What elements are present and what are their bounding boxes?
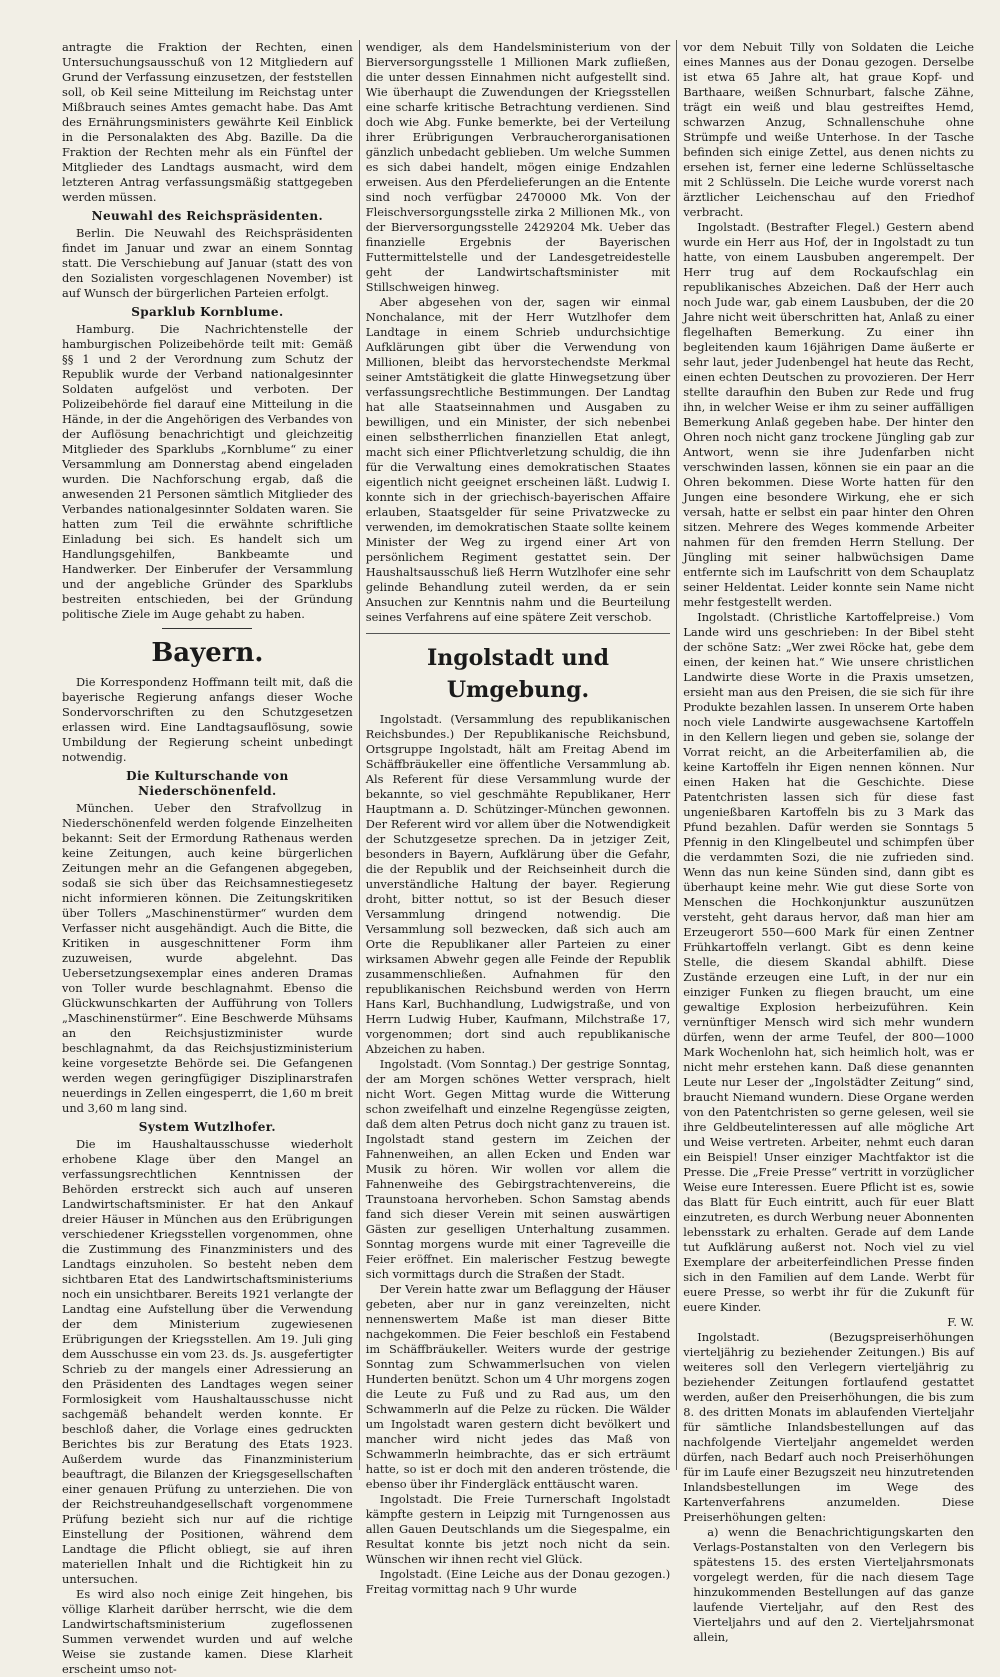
article-heading: Sparklub Kornblume.	[131, 305, 284, 319]
divider	[162, 628, 252, 629]
section-heading: Bayern.	[151, 638, 264, 668]
article-text: antragte die Fraktion der Rechten, einen Untersuchungsausschuß von 12 Mitgliedern auf Grund der Verfassung einzusetzen, der feststellen soll, ob Keil seine Mitteilung im Reichstag unter Mißbrauch seines Amtes gemacht habe. Das Amt des Ernährungsministers gewährte Keil Einblick in die Personalakten des Abg. Bazille. Da die Fraktion der Rechten mehr als ein Fünftel der Mitglieder des Landtags ausmacht, wird dem letzteren Antrag verfassungsmäßig stattgegeben werden müssen.	[62, 40, 353, 204]
section-heading: Ingolstadt und Umgebung.	[366, 633, 671, 706]
article-heading: System Wutzlhofer.	[138, 1120, 276, 1134]
article-text: München. Ueber den Strafvollzug in Niederschönenfeld werden folgende Einzelheiten bekannt: Seit der Ermordung Rathenaus werden keine Zeitungen, auch keine bürgerlichen Zeitungen mehr an die Gefangenen abgegeben, sodaß sie sich über das Reichsamnestiegesetz nicht informieren können. Die Zeitungskritiken über Tollers „Maschinenstürmer“ wurden dem Verfasser nicht ausgehändigt. Auch die Bitte, die Kritiken in ausgeschnittener Form ihm zuzuweisen, wurde abgelehnt. Das Uebersetzungsexemplar eines anderen Dramas von Toller wurde beschlagnahmt. Ebenso die Glückwunschkarten der Aufführung von Tollers „Maschinenstürmer“. Eine Beschwerde Mühsams an den Reichsjustizminister wurde beschlagnahmt, da das Reichsjustizministerium keine vorgesetzte Behörde sei. Die Gefangenen werden wegen geringfügiger Disziplinarstrafen neuerdings in Zellen eingesperrt, die 1,60 m breit und 3,60 m lang sind.	[62, 801, 353, 1115]
article-text: Ingolstadt. (Vom Sonntag.) Der gestrige Sonntag, der am Morgen schönes Wetter versprach, hielt nicht Wort. Gegen Mittag wurde die Witterung schon zweifelhaft und einzelne Regengüsse zeigten, daß dem alten Petrus doch nicht ganz zu trauen ist. Ingolstadt stand gestern im Zeichen der Fahnenweihen, an allen Ecken und Enden war Musik zu hören. Wir wollen vor allem die Fahnenweihe des Gebirgstrachtenvereins, die Traunstoana hervorheben. Schon Samstag abends fand sich dieser Verein mit seinen auswärtigen Gästen zur geselligen Unterhaltung zusammen. Sonntag morgens wurde mit einer Tagreveille die Feier eröffnet. Ein malerischer Festzug bewegte sich vormittags durch die Straßen der Stadt.	[365, 1057, 671, 1281]
article-text: Ingolstadt. (Versammlung des republikanischen Reichsbundes.) Der Republikanische Reichsbund, Ortsgruppe Ingolstadt, hält am Freitag Abend im Schäffbräukeller eine öffentliche Versammlung ab. Als Referent für diese Versammlung wurde der bekannte, so viel geschmähte Republikaner, Herr Hauptmann a. D. Schützinger-München gewonnen. Der Referent wird vor allem über die Notwendigkeit der Schutzgesetze sprechen. Da in jetziger Zeit, besonders in Bayern, Aufklärung über die Gefahr, die der Republik und der Reichseinheit durch die unverständliche Haltung der bayer. Regierung droht, bitter nottut, so ist der Besuch dieser Versammlung dringend notwendig. Die Versammlung soll bezwecken, daß sich auch am Orte die Republikaner aller Parteien zu einer wirksamen Abwehr gegen alle Feinde der Republik zusammenschließen. Aufnahmen für den republikanischen Reichsbund werden von Herrn Hans Karl, Buchhandlung, Ludwigstraße, und von Herrn Ludwig Huber, Kaufmann, Milchstraße 17, vorgenommen; dort sind auch republikanische Abzeichen zu haben.	[365, 712, 671, 1056]
article-text: Berlin. Die Neuwahl des Reichspräsidenten findet im Januar und zwar an einem Sonntag statt. Die Verschiebung auf Januar (statt des von den Sozialisten vorgeschlagenen November) ist auf Wunsch der bürgerlichen Parteien erfolgt.	[62, 226, 353, 300]
article-text: Der Verein hatte zwar um Beflaggung der Häuser gebeten, aber nur in ganz vereinzelten, nicht nennenswertem Maße ist man dieser Bitte nachgekommen. Die Feier beschloß ein Festabend im Schäffbräukeller. Weiters wurde der gestrige Sonntag zum Schwammerlsuchen von vielen Hunderten benützt. Schon um 4 Uhr morgens zogen die Leute zu Fuß und zu Rad aus, um den Schwammerln auf die Pelze zu rücken. Die Wälder um Ingolstadt waren gestern dicht bevölkert und mancher wird nicht jedes das Maß von Schwammerln heimbrachte, das er sich erträumt hatte, so ist er doch mit den anderen tröstende, die ebenso über ihr Findergläck enttäuscht waren.	[365, 1282, 671, 1491]
article-text: Ingolstadt. (Eine Leiche aus der Donau gezogen.) Freitag vormittag nach 9 Uhr wurde	[365, 1567, 671, 1596]
article-heading: Neuwahl des Reichspräsidenten.	[91, 209, 324, 223]
article-text: Ingolstadt. (Christliche Kartoffelpreise.) Vom Lande wird uns geschrieben: In der Bibel steht der schöne Satz: „Wer zwei Röcke hat, gebe dem einen, der keinen hat.“ Wie unsere christlichen Landwirte diese Worte in die Praxis umsetzen, ersieht man aus den Preisen, die sie sich für ihre Produkte bezahlen lassen. In unserem Orte haben noch viele Landwirte ausgewachsene Kartoffeln in den Kellern liegen und geben sie, solange der Vorrat reicht, an die Arbeiterfamilien ab, die keine Kartoffeln ihr Eigen nennen können. Nur einen Haken hat die Geschichte. Diese Patentchristen lassen sich für diese fast ungenießbaren Kartoffeln bis zu 3 Mark das Pfund bezahlen. Dafür werden sie Sonntags 5 Pfennig in den Klingelbeutel und schimpfen über die verdammten Sozi, die nie zufrieden sind. Wenn das nun keine Sünden sind, dann gibt es überhaupt keine mehr. Wie gut diese Sorte von Menschen die Hochkonjunktur auszunützen versteht, geht daraus hervor, daß man hier am Erzeugerort 550—600 Mark für einen Zentner Frühkartoffeln verlangt. Gibt es denn keine Stelle, die diesem Skandal abhilft. Diese Zustände erzeugen eine Luft, in der nur ein einziger Funken zu fliegen braucht, um eine gewaltige Explosion herbeizuführen. Kein vernünftiger Mensch wird sich mehr wundern dürfen, wenn der arme Teufel, der 800—1000 Mark Wochenlohn hat, sich heimlich holt, was er nicht mehr erstehen kann. Daß diese genannten Leute nur Leser der „Ingolstädter Zeitung“ sind, braucht Niemand wundern. Diese Organe werden von den Patentchristen so gerne gelesen, weil sie ihre Geldbeutelinteressen auf alle mögliche Art und Weise vertreten. Arbeiter, nehmt euch daran ein Beispiel! Unser einziger Machtfaktor ist die Presse. Die „Freie Presse“ vertritt in vorzüglicher Weise eure Interessen. Euere Pflicht ist es, sowie das Blatt für Euch eintritt, auch für euer Blatt einzutreten, es durch Werbung neuer Abonnenten lebensstark zu erhalten. Gerade auf dem Lande tut Aufklärung außerst not. Noch viel zu viel Exemplare der arbeiterfeindlichen Presse finden sich in den Familien auf dem Lande. Werbt für euere Presse, so werbt ihr für die Zukunft für euere Kinder.	[683, 610, 974, 1314]
article-text: Hamburg. Die Nachrichtenstelle der hamburgischen Polizeibehörde teilt mit: Gemäß §§ 1 und 2 der Verordnung zum Schutz der Republik wurde der Verband nationalgesinnter Soldaten aufgelöst und verboten. Der Polizeibehörde fiel darauf eine Mitteilung in die Hände, in der die Angehörigen des Verbandes von der Auflösung benachrichtigt und gleichzeitig Mitglieder des Sparklubs „Kornblume“ zu einer Versammlung am Donnerstag abend eingeladen wurden. Die Nachforschung ergab, daß die anwesenden 21 Personen sämtlich Mitglieder des Verbandes nationalgesinnter Soldaten waren. Sie hatten zum Teil die erwähnte schriftliche Einladung bei sich. Es handelt sich um Handlungsgehilfen, Bankbeamte und Handwerker. Der Einberufer der Versammlung und der angebliche Gründer des Sparklubs bestreiten entschieden, bei der Gründung politische Ziele im Auge gehabt zu haben.	[62, 322, 353, 621]
article-text: wendiger, als dem Handelsministerium von der Bierversorgungsstelle 1 Millionen Mark zufließen, die unter dessen Einnahmen nicht aufgestellt sind. Wie überhaupt die Zuwendungen der Kriegsstellen eine scharfe kritische Betrachtung verdienen. Sind doch wie Abg. Funke bemerkte, bei der Verteilung ihrer Erübrigungen Verbraucherorganisationen gänzlich unbedacht geblieben. Um welche Summen es sich dabei handelt, mögen einige Endzahlen erweisen. Aus den Pferdelieferungen an die Entente sind noch verfügbar 2470000 Mk. Von der Fleischversorgungsstelle zirka 2 Millionen Mk., von der Bierversorgungsstelle 2429204 Mk. Ueber das finanzielle Ergebnis der Bayerischen Futtermittelstelle und der Landesgetreidestelle geht der Landwirtschaftsminister mit Stillschweigen hinweg.	[365, 40, 671, 294]
column-layout	[56, 40, 980, 1676]
article-text: Ingolstadt. (Bestrafter Flegel.) Gestern abend wurde ein Herr aus Hof, der in Ingolstadt zu tun hatte, von einem Lausbuben angerempelt. Der Herr trug auf dem Rockaufschlag ein republikanisches Abzeichen. Daß der Herr auch noch Jude war, gab einem Lausbuben, der die 20 Jahre nicht weit überschritten hat, Anlaß zu einer flegelhaften Bemerkung. Zu einer ihn begleitenden kaum 16jährigen Dame äußerte er sehr laut, jeder Judenbengel hat heute das Recht, einen echten Deutschen zu provozieren. Der Herr stellte daraufhin den Buben zur Rede und frug ihn, in welcher Weise er ihm zu seiner auffälligen Bemerkung Anlaß gegeben habe. Der hinter den Ohren noch nicht ganz trockene Jüngling gab zur Antwort, wenn sie ihre Judenfarben nicht verschwinden lassen, können sie ein paar an die Ohren bekommen. Diese Worte hatten für den Jungen eine besondere Wirkung, ehe er sich versah, hatte er selbst ein paar hinter den Ohren sitzen. Mehrere des Weges kommende Arbeiter nahmen für den fremden Herrn Stellung. Der Jüngling mit seiner halbwüchsigen Dame entfernte sich im Laufschritt von dem Schauplatz seiner Heldentat. Leider konnte sein Name nicht mehr festgestellt werden.	[683, 220, 974, 609]
article-list-item: a) wenn die Benachrichtigungskarten den Verlags-Postanstalten von den Verlegern bis spätestens 15. des ersten Vierteljahrsmonats vorgelegt werden, für die nach diesem Tage hinzukommenden Bestellungen auf das ganze laufende Vierteljahr, auf den Rest des Vierteljahrs und auf den 2. Vierteljahrsmonat allein,	[693, 1525, 974, 1644]
article-text: Aber abgesehen von der, sagen wir einmal Nonchalance, mit der Herr Wutzlhofer dem Landtage in einem Schrieb undurchsichtige Aufklärungen gibt über die Verwendung von Millionen, bleibt das hervorstechendste Merkmal seiner Amtstätigkeit die glatte Hinwegsetzung über verfassungsrechtliche Bestimmungen. Der Landtag hat alle Staatseinnahmen und Ausgaben zu bewilligen, und ein Minister, der sich nebenbei einen selbstherrlichen finanziellen Etat anlegt, macht sich einer Pflichtverletzung schuldig, die ihn für die Verwaltung eines demokratischen Staates eigentlich nicht geeignet erscheinen läßt. Ludwig I. konnte sich in der griechisch-bayerischen Affaire erlauben, Staatsgelder für seine Privatzwecke zu verwenden, im demokratischen Staate sollte keinem Minister der Weg zu irgend einer Art von persönlichem Regiment gestattet sein. Der Haushaltsausschuß ließ Herrn Wutzlhofer eine sehr gelinde Behandlung zuteil werden, da er sein Ansuchen zur Kenntnis nahm und die Beurteilung seines Verfahrens auf eine spätere Zeit verschob.	[365, 295, 671, 624]
middle-column	[359, 40, 678, 1596]
article-text: Es wird also noch einige Zeit hingehen, bis völlige Klarheit darüber herrscht, wie die dem Landwirtschaftsministerium zugeflossenen Summen verwendet wurden und auf welche Weise sie zustande kamen. Diese Klarheit erscheint umso not-	[62, 1587, 353, 1676]
article-text: Die Korrespondenz Hoffmann teilt mit, daß die bayerische Regierung anfangs dieser Woche Sondervorschriften zu den Schutzgesetzen erlassen wird. Eine Landtagsauflösung, sowie Umbildung der Regierung scheint unbedingt notwendig.	[62, 675, 353, 764]
article-heading: Die Kulturschande von Niederschönenfeld.	[126, 769, 289, 798]
article-text: Ingolstadt. (Bezugspreiserhöhungen vierteljährig zu beziehender Zeitungen.) Bis auf weiteres soll den Verlegern vierteljährig zu beziehender Zeitungen fortlaufend gestattet werden, außer den Preiserhöhungen, die bis zum 8. des dritten Monats im ablaufenden Vierteljahr für sämtliche Inlandsbestellungen auf das nachfolgende Vierteljahr angemeldet werden dürfen, nach Bedarf auch noch Preiserhöhungen für im Laufe einer Bezugszeit neu hinzutretenden Inlandsbestellungen im Wege des Kartenverfahrens anzumelden. Diese Preiserhöhungen gelten:	[683, 1330, 974, 1524]
article-text: Ingolstadt. Die Freie Turnerschaft Ingolstadt kämpfte gestern in Leipzig mit Turngenossen aus allen Gauen Deutschlands um die Siegespalme, ein Resultat konnte bis jetzt noch nicht da sein. Wünschen wir ihnen recht viel Glück.	[365, 1492, 671, 1566]
author-signature: F. W.	[947, 1315, 974, 1329]
article-text: vor dem Nebuit Tilly von Soldaten die Leiche eines Mannes aus der Donau gezogen. Derselbe ist etwa 65 Jahre alt, hat graue Kopf- und Barthaare, weißen Schnurbart, falsche Zähne, trägt ein weiß und blau gestreiftes Hemd, schwarzen Anzug, Schnallenschuhe ohne Strümpfe und weiße Unterhose. In der Tasche befinden sich einige Zettel, aus denen nichts zu ersehen ist, ferner eine lederne Schlüsseltasche mit 2 Schlüsseln. Die Leiche wurde vorerst nach ärztlicher Leichenschau auf den Friedhof verbracht.	[683, 40, 974, 219]
article-text: Die im Haushaltausschusse wiederholt erhobene Klage über den Mangel an verfassungsrechtlichen Kenntnissen der Behörden erstreckt sich auch auf unseren Landwirtschaftsminister. Er hat den Ankauf dreier Häuser in München aus den Erübrigungen verschiedener Kriegsstellen vorgenommen, ohne die Zustimmung des Finanzministers und des Landtags einzuholen. So besteht neben dem sichtbaren Etat des Landwirtschaftsministeriums noch ein unsichtbarer. Bereits 1921 verlangte der Landtag eine Aufstellung über die Verwendung der dem Ministerium zugewiesenen Erübrigungen der Kriegsstellen. Am 19. Juli ging dem Ausschusse ein vom 23. ds. Js. ausgefertigter Schrieb zu der mangels einer Adressierung an den Präsidenten des Landtages wegen seiner Formlosigkeit vom Haushaltausschusse nicht sachgemäß behandelt werden konnte. Er beschloß daher, die Vorlage eines gedruckten Berichtes bis zur Beratung des Etats 1923. Außerdem wurde das Finanzministerium beauftragt, die Bilanzen der Kriegsgesellschaften einer genauen Prüfung zu unterziehen. Die von der Reichstreuhandgesellschaft vorgenommene Prüfung bezieht sich nur auf die richtige Einstellung der Positionen, während dem Landtage die Pflicht obliegt, sie auf ihren materiellen Inhalt und die Richtigkeit hin zu untersuchen.	[62, 1137, 353, 1586]
right-column	[677, 40, 980, 1644]
left-column	[56, 40, 359, 1676]
